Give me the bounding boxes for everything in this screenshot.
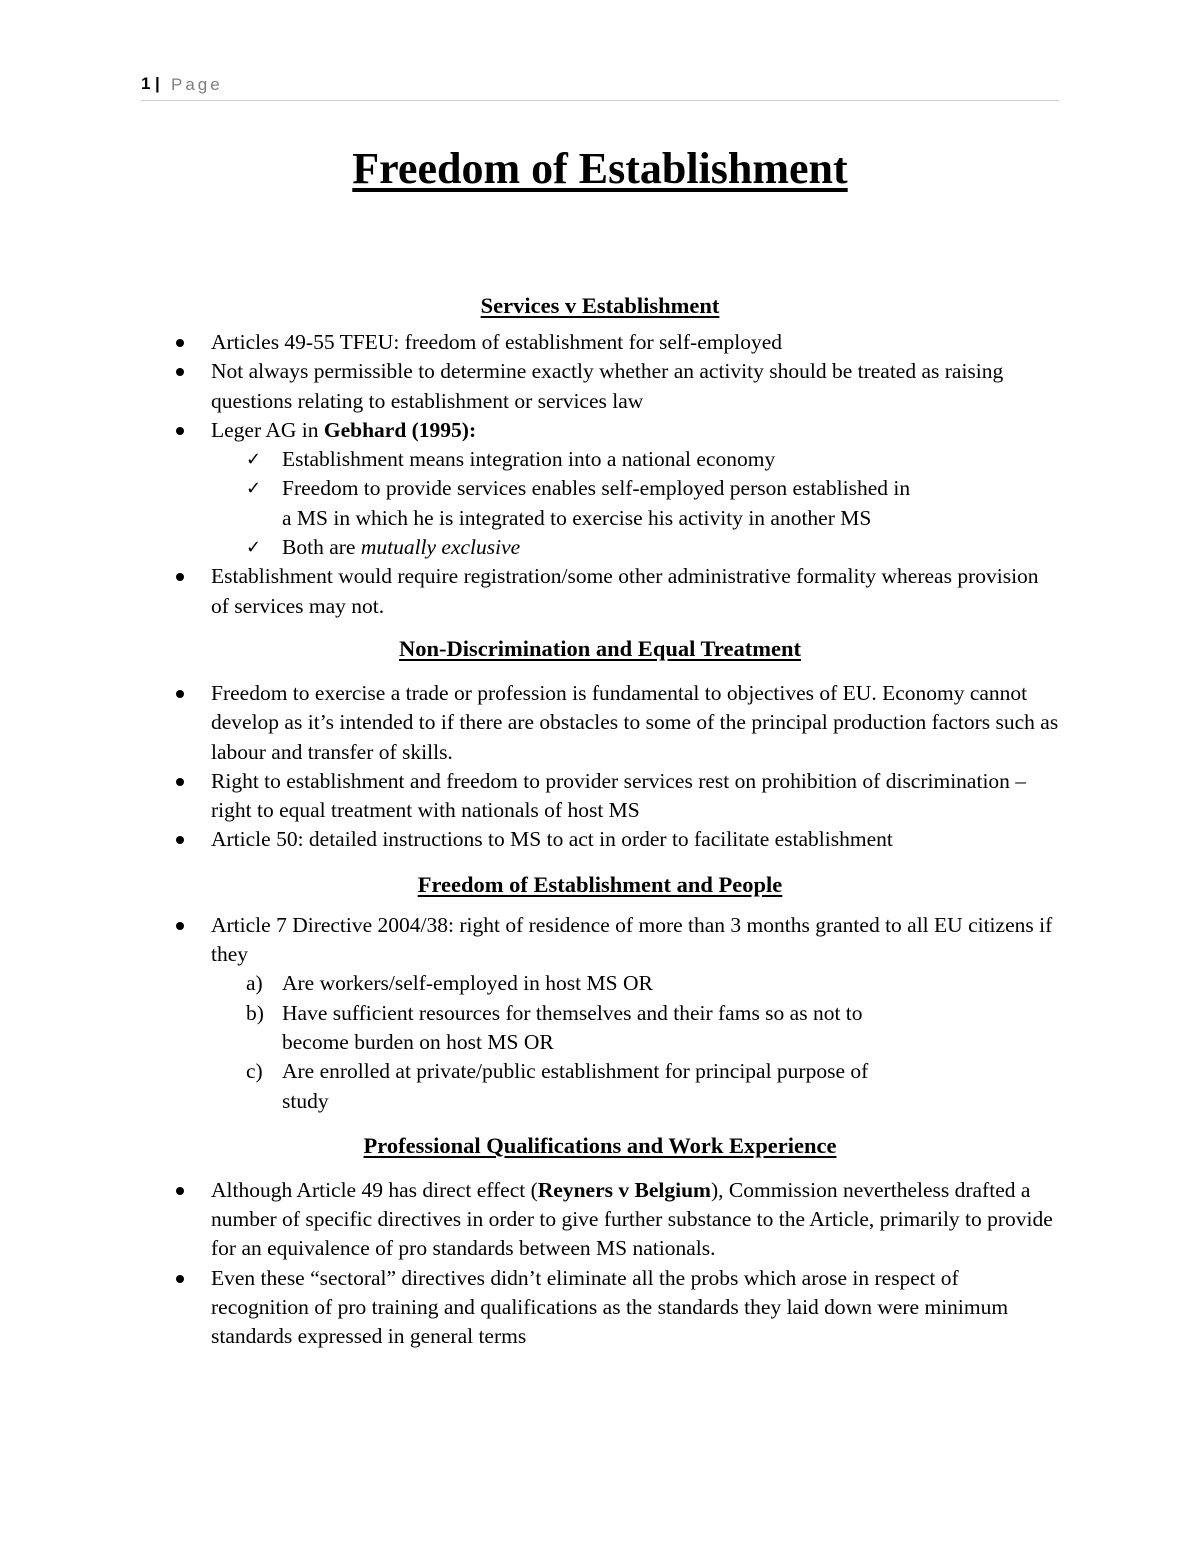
list-item [0,445,1060,474]
list-item-text: Right to establishment and freedom to provider services rest on prohibition of discrimination – right to equal treatment with nationals of host MS [211,768,1027,823]
check-list [0,445,1060,562]
list-item-text: Establishment would require registration/some other administrative formality whereas provision of services may not. [211,564,1039,618]
bullet-icon [176,573,184,581]
list-item-text: Even these “sectoral” directives didn’t eliminate all the probs which arose in respect of recognition of pro training and qualifications as the standards they laid down were minimum standards expressed in general terms [211,1265,1009,1349]
list-item-text: Both are [282,535,361,560]
page-number: 1 [141,74,151,93]
bullet-list [0,328,1200,621]
section-establishment-and-people [0,867,1200,1116]
bullet-list [0,911,1200,1116]
list-item-text: ), Commission nevertheless drafted a number of specific directives in order to give further substance to the Article, primarily to provide for an equivalence of pro standards between MS nationals. [211,1177,1053,1261]
list-item [0,562,1200,621]
case-name: Reyners v Belgium [537,1177,711,1202]
bullet-list [0,1176,1200,1352]
bullet-icon [176,690,184,698]
list-item-text: Have sufficient resources for themselves and their fams so as not to become burden on host MS OR [282,1000,863,1054]
document-title: Freedom of Establishment [352,144,848,193]
section-heading: Services v Establishment [480,293,720,318]
header-separator: | [155,74,160,93]
list-item-text: Freedom to provide services enables self-employed person established in a MS in which he is integrated to exercise his activity in another MS [282,476,911,530]
page-header [141,72,1059,101]
list-item-text: Are workers/self-employed in host MS OR [282,971,653,996]
list-item [0,999,1060,1058]
section-heading: Freedom of Establishment and People [417,871,783,897]
emphasis-text: mutually exclusive [360,535,521,560]
bullet-list [0,679,1200,855]
list-marker: c) [246,1059,263,1084]
list-marker: b) [246,1000,264,1025]
list-item-text: Article 50: detailed instructions to MS to act in order to facilitate establishment [211,827,893,852]
section-heading: Non-Discrimination and Equal Treatment [399,635,801,661]
bullet-icon [176,368,184,376]
list-item [0,357,1200,416]
checkmark-icon: ✓ [246,478,262,500]
list-item [0,328,1200,357]
list-item-text: Although Article 49 has direct effect ( [211,1177,538,1202]
bullet-icon [176,922,184,930]
bullet-icon [176,1275,184,1283]
list-item [0,1264,1200,1352]
bullet-icon [176,1187,184,1195]
list-item [0,1057,1060,1116]
list-item-text: Articles 49-55 TFEU: freedom of establishment for self-employed [211,330,782,354]
list-item [0,416,1200,562]
case-name: Gebhard (1995): [323,417,477,442]
list-item-text: Article 7 Directive 2004/38: right of residence of more than 3 months granted to all EU citizens if they [211,912,1053,967]
list-item-text: Not always permissible to determine exactly whether an activity should be treated as raising questions relating to establishment or services law [211,359,1004,413]
lettered-list [0,969,1060,1115]
list-item-text: Leger AG in [211,417,324,442]
list-item-text: Establishment means integration into a national economy [282,447,776,472]
list-item [0,533,1060,562]
section-professional-qualifications [0,1128,1200,1352]
list-item [0,767,1200,826]
bullet-icon [176,427,184,435]
list-marker: a) [246,971,263,996]
section-non-discrimination [0,631,1200,855]
list-item-text: Freedom to exercise a trade or profession is fundamental to objectives of EU. Economy cannot develop as it’s intended to if there are obstacles to some of the principal production factors such as labour and transfer of skills. [211,680,1059,764]
list-item [0,1176,1200,1264]
list-item [0,474,1060,533]
list-item [0,679,1200,767]
page-label: Page [171,75,223,94]
list-item [0,825,1200,854]
checkmark-icon: ✓ [246,449,262,471]
checkmark-icon: ✓ [246,537,262,559]
list-item [0,969,1060,998]
section-services-v-establishment [0,288,1200,621]
document-body [0,288,1200,1352]
list-item [0,911,1200,1116]
section-heading: Professional Qualifications and Work Experience [363,1132,837,1158]
bullet-icon [176,778,184,786]
bullet-icon [176,836,184,844]
list-item-text: Are enrolled at private/public establishment for principal purpose of study [282,1059,869,1113]
bullet-icon [176,339,184,347]
